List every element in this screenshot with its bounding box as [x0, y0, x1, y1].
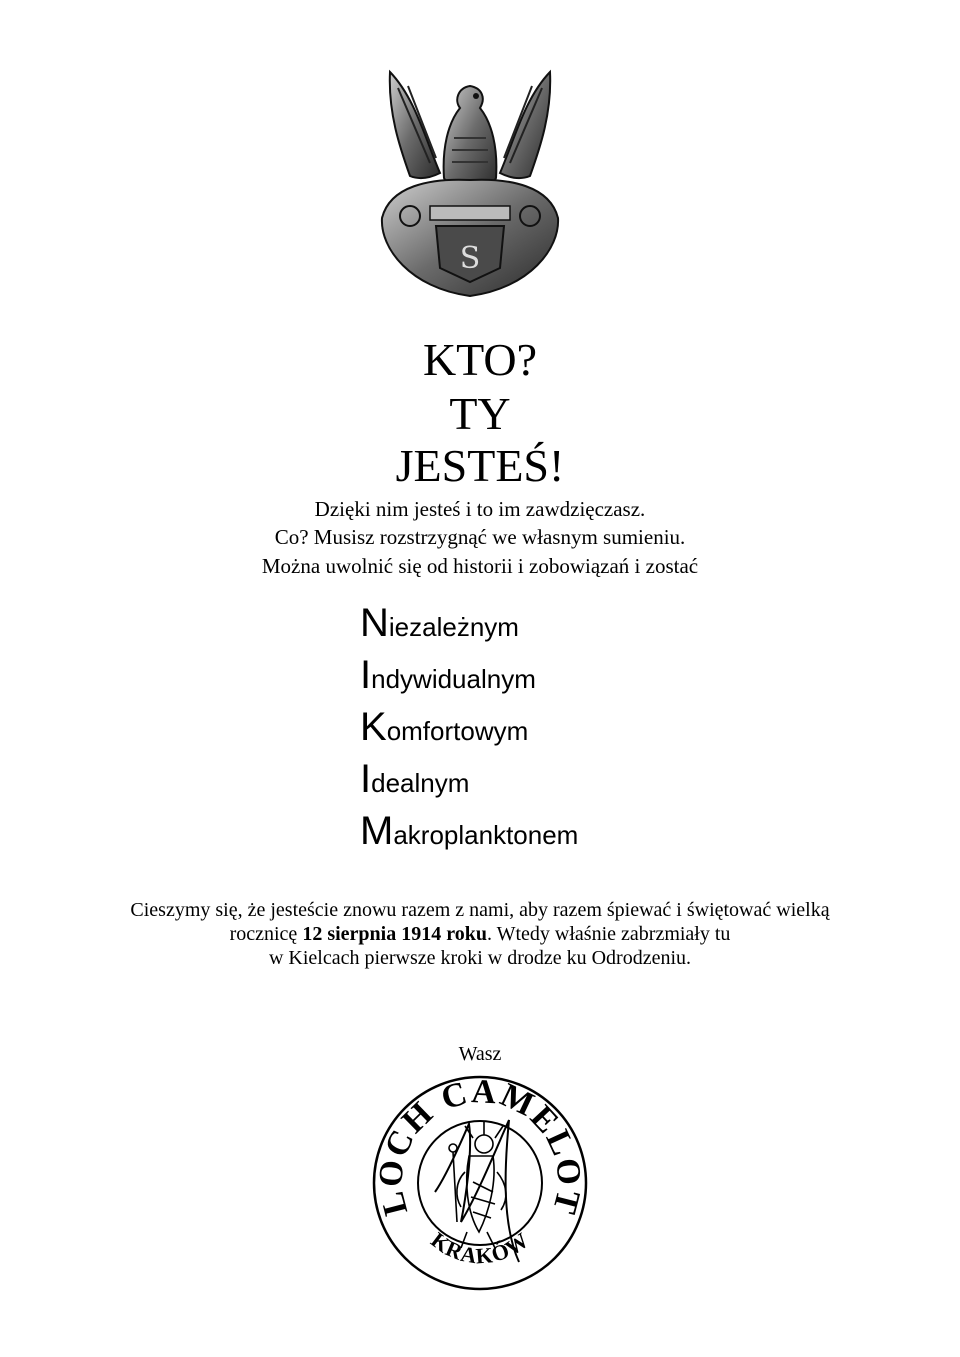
svg-text:LOCH CAMELOT: [372, 1073, 588, 1219]
jester-figure-icon: [449, 1122, 506, 1248]
acrostic-rest: akroplanktonem: [393, 820, 579, 850]
anniversary-date: 12 sierpnia 1914 roku: [302, 923, 487, 945]
acrostic-item: [360, 707, 528, 751]
closing-line-2-end: . Wtedy właśnie zabrzmiały tu: [486, 923, 731, 945]
acrostic-initial: M: [360, 809, 394, 853]
intro-line-2: Co? Musisz rozstrzygnąć we własnym sumieniu.: [274, 525, 686, 549]
acrostic-rest: iezależnym: [388, 612, 519, 642]
acrostic-rest: dealnym: [371, 768, 470, 798]
acrostic-initial: I: [360, 757, 372, 801]
intro-line-1: Dzięki nim jesteś i to im zawdzięczasz.: [314, 497, 646, 521]
stamp-text-top: LOCH CAMELOT: [372, 1073, 588, 1220]
acrostic-rest: omfortowym: [386, 716, 529, 746]
acrostic-initial: I: [360, 653, 372, 697]
closing-line-2-start: rocznicę: [229, 923, 303, 945]
acrostic-item: [360, 811, 578, 855]
loch-camelot-stamp: [369, 1072, 591, 1294]
closing-line-2: [0, 922, 960, 947]
headline-line-1: KTO?: [422, 334, 538, 385]
acrostic-item: [360, 759, 469, 803]
acrostic-initial: K: [360, 705, 387, 749]
acrostic-initial: N: [360, 601, 389, 645]
acrostic-item: [360, 603, 519, 647]
acrostic-rest: ndywidualnym: [371, 664, 536, 694]
stamp-text-bottom: KRAKÓW: [426, 1226, 534, 1269]
closing-line-1: Cieszymy się, że jesteście znowu razem z nami, aby razem śpiewać i świętować wielką: [130, 899, 830, 921]
signoff: Wasz: [458, 1043, 502, 1065]
closing-line-3: w Kielcach pierwsze kroki w drodze ku Odrodzeniu.: [268, 947, 692, 969]
acrostic-item: [360, 655, 536, 699]
headline-line-3: JESTEŚ!: [395, 440, 565, 491]
eagle-emblem-icon: [370, 68, 570, 300]
eagle-shield-letter: S: [459, 241, 481, 276]
headline-line-2: TY: [449, 388, 511, 439]
svg-text:KRAKÓW: [426, 1227, 533, 1269]
intro-line-3: Można uwolnić się od historii i zobowiązań i zostać: [261, 554, 699, 578]
